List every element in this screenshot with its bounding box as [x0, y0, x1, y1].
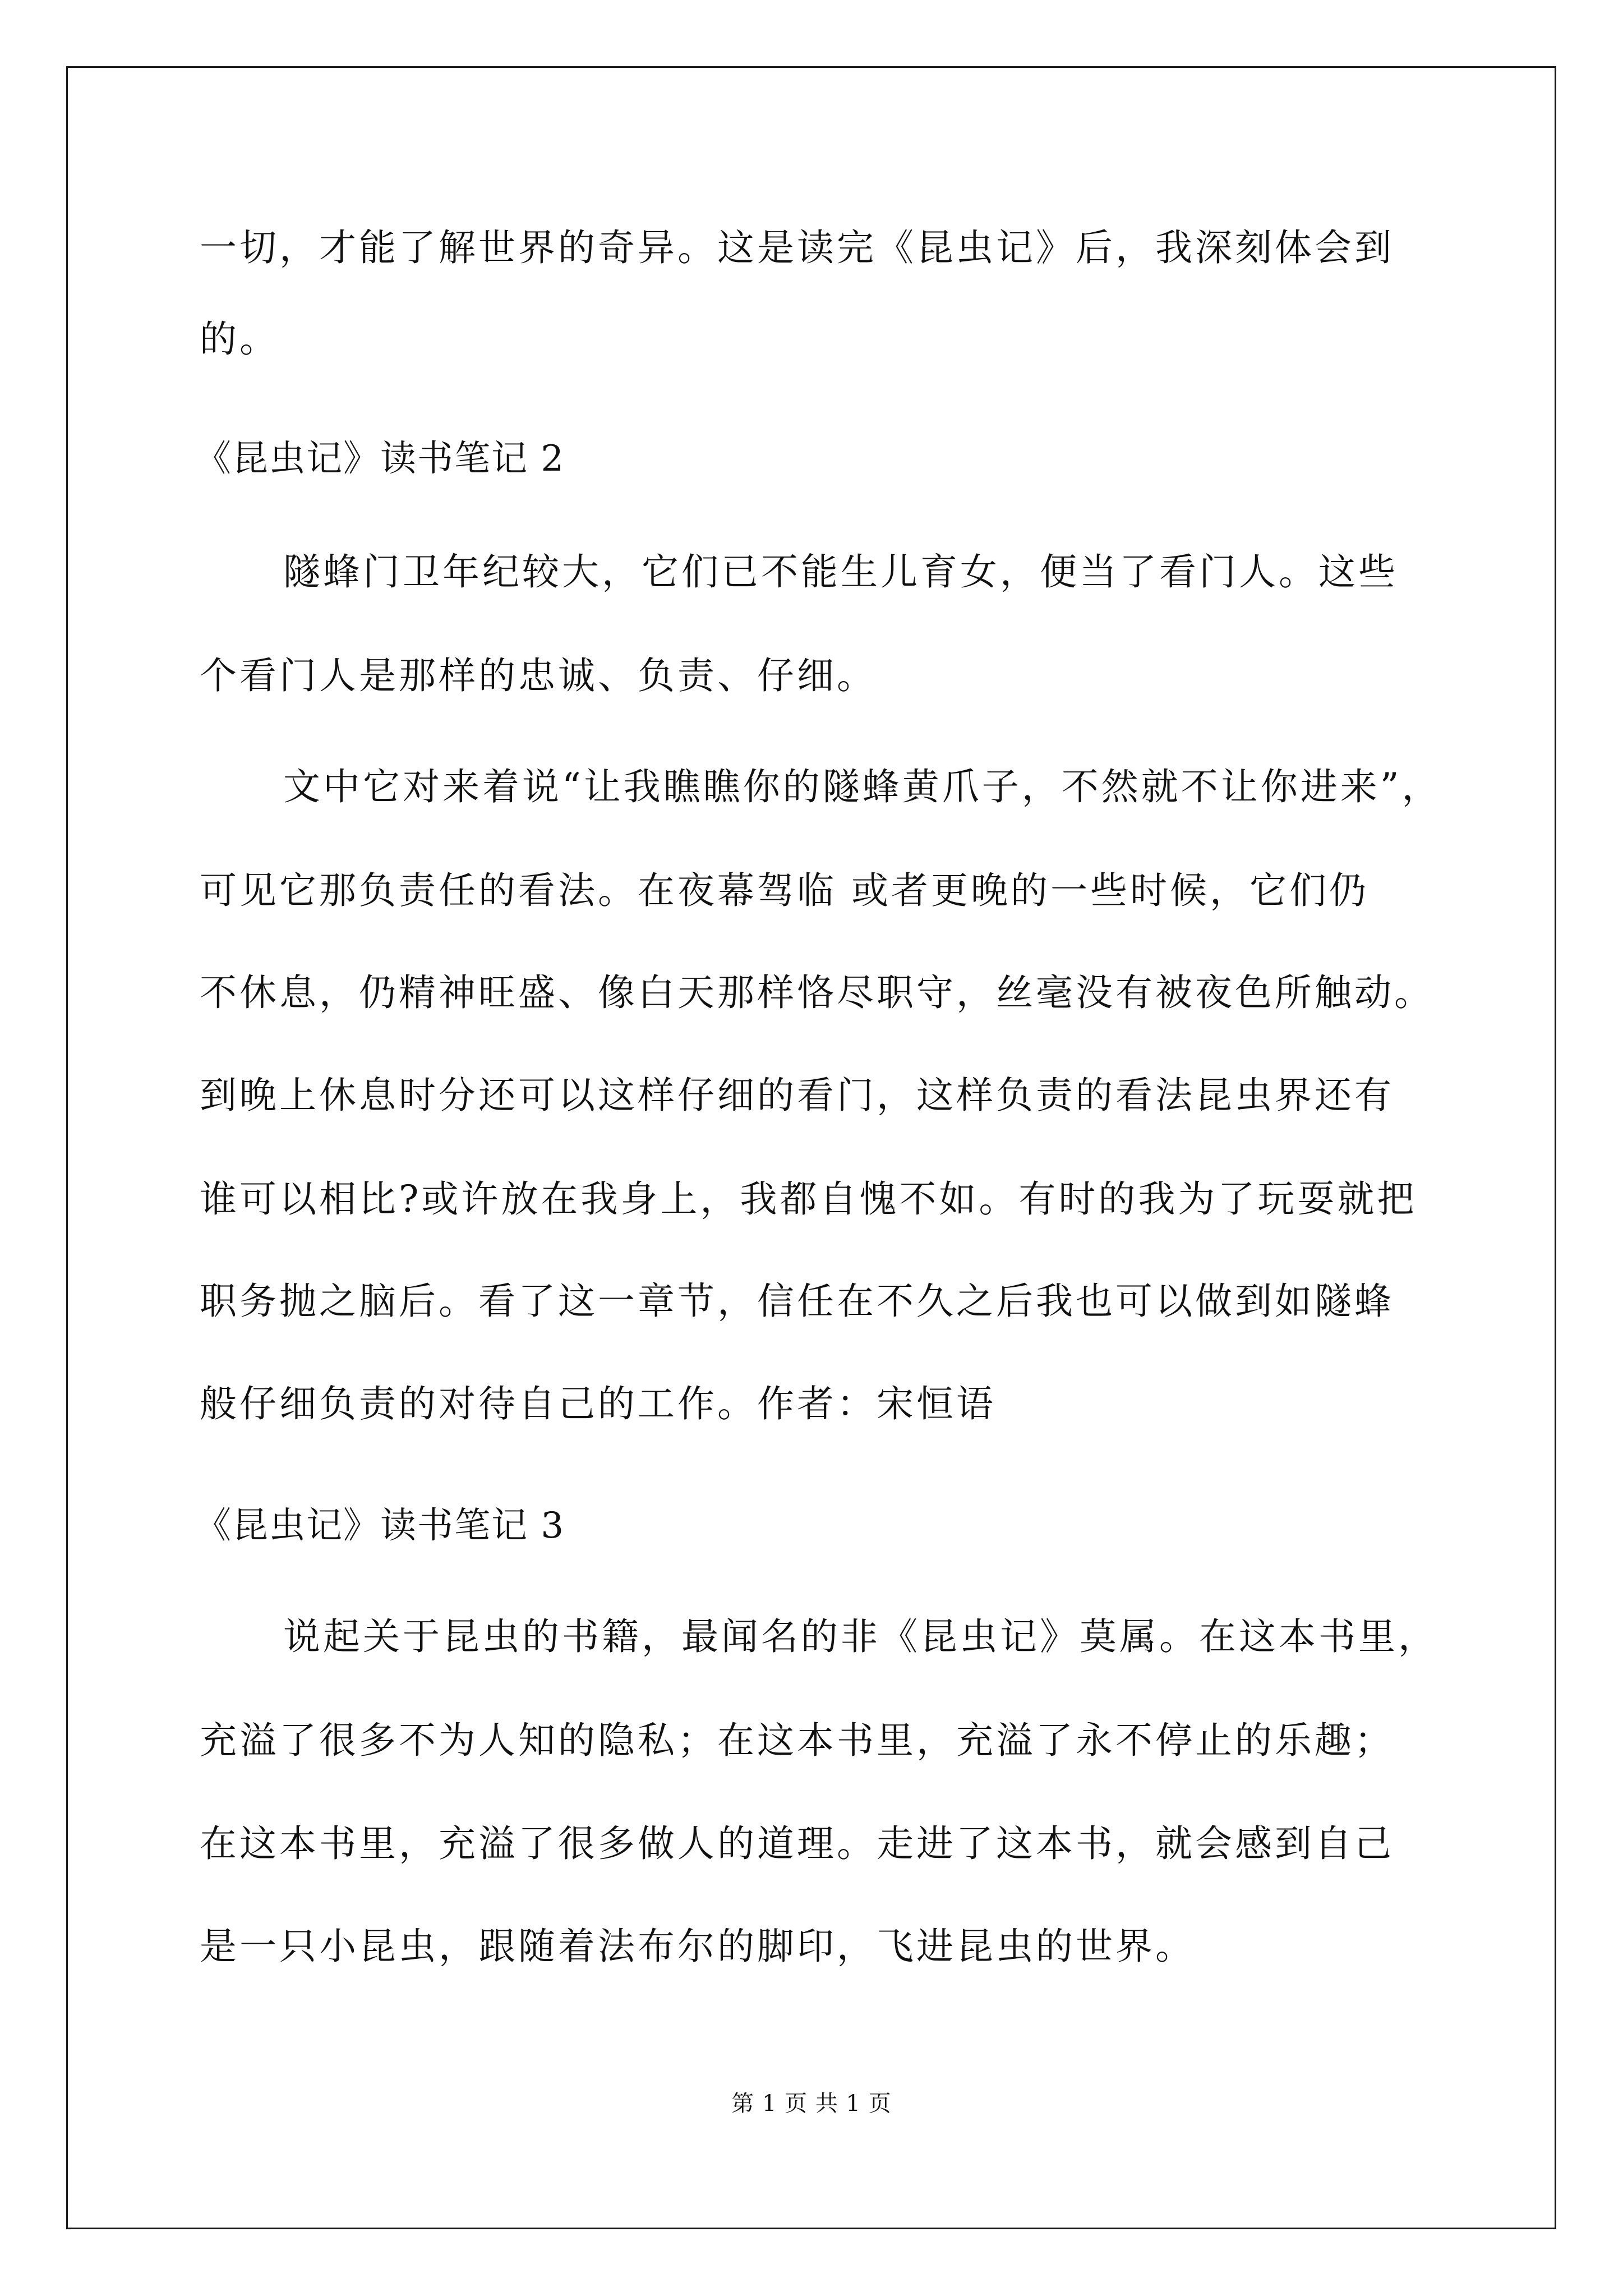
paragraph-line: 个看门人是那样的忠诚、负责、仔细。 [200, 654, 877, 697]
paragraph-line: 说起关于昆虫的书籍，最闻名的非《昆虫记》莫属。在这本书里， [283, 1615, 1438, 1658]
paragraph-line: 在这本书里，充溢了很多做人的道理。走进了这本书，就会感到自己 [200, 1822, 1394, 1865]
paragraph-line: 的。 [200, 318, 279, 361]
paragraph-line: 充溢了很多不为人知的隐私；在这本书里，充溢了永不停止的乐趣； [200, 1719, 1394, 1762]
section-heading: 《昆虫记》读书笔记 3 [195, 1505, 565, 1547]
paragraph-line: 谁可以相比?或许放在我身上，我都自愧不如。有时的我为了玩耍就把 [200, 1177, 1417, 1221]
page-border [66, 66, 1556, 2229]
paragraph-line: 不休息，仍精神旺盛、像白天那样恪尽职守，丝毫没有被夜色所触动。 [200, 971, 1434, 1014]
paragraph-line: 般仔细负责的对待自己的工作。作者：宋恒语 [200, 1382, 996, 1425]
paragraph-line: 可见它那负责任的看法。在夜幕驾临 或者更晚的一些时候，它们仍 [200, 869, 1369, 912]
paragraph-line: 隧蜂门卫年纪较大，它们已不能生儿育女，便当了看门人。这些 [283, 550, 1398, 593]
page-number-footer: 第 1 页 共 1 页 [731, 2091, 892, 2116]
paragraph-line: 一切，才能了解世界的奇异。这是读完《昆虫记》后，我深刻体会到 [200, 226, 1394, 269]
section-heading: 《昆虫记》读书笔记 2 [195, 438, 565, 480]
paragraph-line: 到晚上休息时分还可以这样仔细的看门，这样负责的看法昆虫界还有 [200, 1074, 1394, 1117]
paragraph-line: 职务抛之脑后。看了这一章节，信任在不久之后我也可以做到如隧蜂 [200, 1280, 1394, 1323]
paragraph-line: 是一只小昆虫，跟随着法布尔的脚印，飞进昆虫的世界。 [200, 1925, 1195, 1968]
paragraph-line: 文中它对来着说“让我瞧瞧你的隧蜂黄爪子，不然就不让你进来”， [283, 765, 1442, 808]
